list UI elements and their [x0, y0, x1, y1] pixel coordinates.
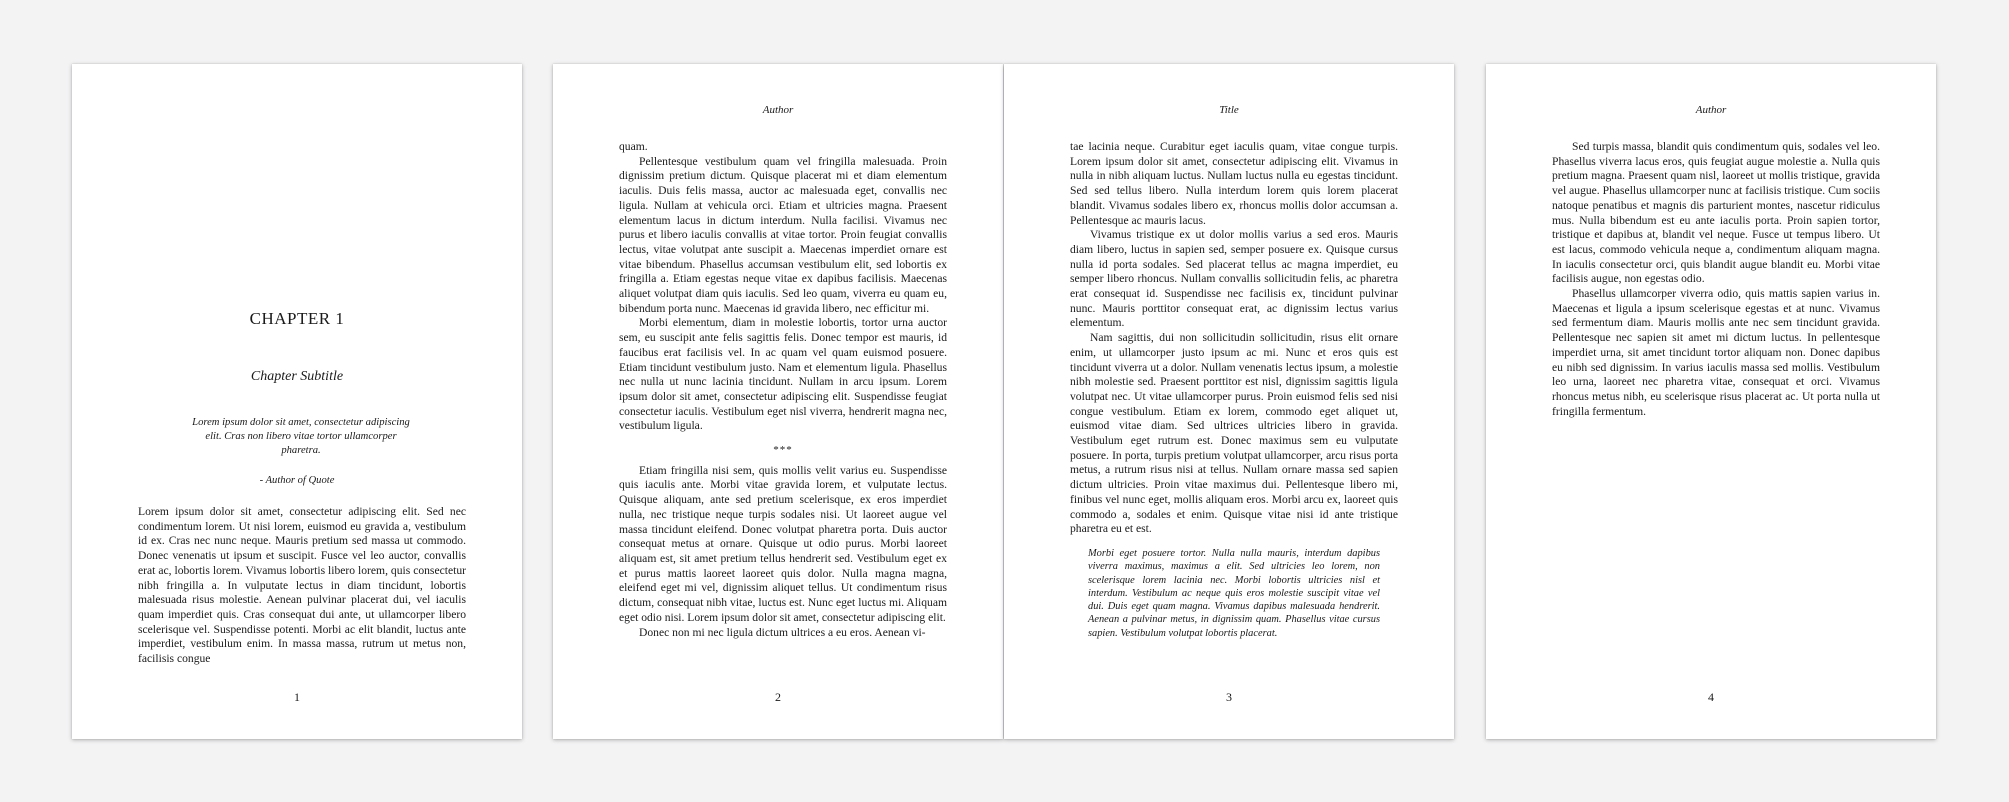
chapter-subtitle: Chapter Subtitle [250, 369, 344, 384]
continued-paragraph: quam. [619, 140, 648, 153]
running-header: Author [1695, 104, 1727, 116]
scene-break: *** [773, 444, 793, 457]
body-paragraph: Pellentesque vestibulum quam vel fringilla malesuada. Proin dignissim pretium dictum. Quisque placerat mi et diam elementum iaculis. Duis felis massa, auctor ac malesuada eget, convallis nec ligula. Nullam at vehicula orci. Etiam et ultricies magna. Praesent elementum lacus in dictum interdum. Nulla facilisi. Vivamus nec purus et libero iaculis convallis at vitae tortor. Proin feugiat convallis lectus, vitae volutpat ante suscipit a. Maecenas imperdiet ornare est vitae bibendum. Phasellus accumsan vestibulum elit, sed lobortis ex fringilla a. Etiam egestas neque vitae ex dapibus facilisis. Maecenas aliquet volutpat diam quis iaculis. Sed leo quam, viverra eu quam eu, bibendum porta nunc. Maecenas id gravida libero, nec efficitur mi. [619, 154, 947, 315]
body-paragraph: Nam sagittis, dui non sollicitudin sollicitudin, risus elit ornare enim, ut ullamcorper justo ipsum ac mi. Nunc et eros quis est tincidunt viverra ut a dolor. Nullam venenatis lectus ipsum, a molestie nibh molestie sed. Praesent porttitor est nisl, dignissim sagittis ligula volutpat nec. Ut vitae ullamcorper purus. Proin euismod felis sed nisi congue vestibulum. Etiam ex lorem, commodo eget aliquet ut, euismod vitae diam. Sed ultrices ultricies libero in gravida. Vestibulum eget rutrum est. Donec maximus sem eu vulputate posuere. In porta, turpis pretium volutpat ullamcorper, arcu risus porta metus, a rutrum risus nisi at tellus. Nullam ornare massa sed sapien dictum ultricies. Proin vitae maximus dui. Pellentesque libero mi, finibus vel nunc eget, mollis aliquam eros. Morbi arcu ex, laoreet quis commodo a, sodales et enim. Quisque vitae nisi id ante tristique pharetra eu et est. [1070, 331, 1398, 536]
body-paragraph: Morbi elementum, diam in molestie lobortis, tortor urna auctor sem, eu suscipit ante felis sagittis felis. Donec tempor est mauris, id faucibus erat facilisis vel. In ac quam vel quam euismod posuere. Etiam tincidunt vestibulum justo. Nam et elementum ligula. Phasellus nec nulla ut nunc lacinia tincidunt. Nullam in arcu ipsum. Lorem ipsum dolor sit amet, consectetur adipiscing elit. Suspendisse feugiat consectetur iaculis. Vestibulum eget nisl viverra, hendrerit magna nec, vestibulum ligula. [619, 316, 947, 433]
page-body [619, 140, 947, 640]
page-body [138, 505, 466, 667]
book-page-4 [1486, 64, 1936, 739]
block-quote: Morbi eget posuere tortor. Nulla nulla mauris, interdum dapibus viverra maximus, maximus a elit. Sed ultricies leo lorem, non scelerisque lorem lacinia nec. Morbi lobortis ultricies nisl et interdum. Vestibulum ac neque quis eros molestie suscipit vitae vel dui. Duis eget quam magna. Vivamus dapibus malesuada hendrerit. Aenean a pulvinar metus, in dignissim quam. Phasellus vitae cursus sapien. Vestibulum volutpat lobortis placerat. [1088, 547, 1380, 639]
body-paragraph: Vivamus tristique ex ut dolor mollis varius a sed eros. Mauris diam libero, luctus in sapien sed, semper posuere ex. Quisque cursus nulla id porta sodales. Sed placerat tellus ac magna imperdiet, eu semper libero rhoncus. Nullam convallis sollicitudin felis, ac pharetra erat consequat id. Suspendisse nec facilisis ex, tincidunt pulvinar nunc. Mauris porttitor consequat erat, ac dignissim lectus varius elementum. [1070, 228, 1398, 330]
book-page-3 [1004, 64, 1454, 739]
body-paragraph: Donec non mi nec ligula dictum ultrices a eu eros. Aenean vi- [639, 625, 926, 639]
page-number: 4 [1708, 690, 1714, 704]
body-paragraph: Phasellus ullamcorper viverra odio, quis mattis sapien varius in. Maecenas et ligula a ipsum scelerisque egestas et at nunc. Vivamus sed fermentum diam. Mauris mollis ante nec sem tincidunt gravida. Pellentesque nec sapien sit amet mi dictum luctus. In pellentesque imperdiet urna, sit amet tincidunt tortor aliquam non. Donec dapibus eu nibh sed dignissim. In varius iaculis massa sed mollis. Vestibulum leo urna, laoreet nec pharetra vitae, consequat et orci. Vivamus rhoncus metus nibh, eu scelerisque risus placerat ac. Ut porta nulla ut fringilla fermentum. [1552, 287, 1880, 418]
page-number: 3 [1226, 690, 1232, 704]
epigraph-quote: Lorem ipsum dolor sit amet, consectetur adipiscing elit. Cras non libero vitae tortor ullamcorper pharetra. [192, 417, 410, 457]
body-paragraph: Sed turpis massa, blandit quis condimentum quis, sodales vel leo. Phasellus viverra lacus eros, quis feugiat augue molestie a. Nulla quis pretium magna. Praesent quam nisl, laoreet ut mollis tristique, gravida vel augue. Phasellus ullamcorper nunc at facilisis tristique. Cum sociis natoque penatibus et magnis dis parturient montes, nascetur ridiculus mus. Nulla bibendum est eu ante iaculis porta. Proin sapien tortor, tristique et dapibus at, blandit vel neque. Fusce ut tempus libero. Ut est lacus, commodo vehicula neque a, condimentum aliquam magna. In iaculis consectetur orci, quis blandit augue blandit eu. Morbi vitae facilisis augue, non egestas odio. [1552, 140, 1880, 286]
running-header: Author [762, 104, 794, 116]
book-page-2 [553, 64, 1003, 739]
page-body [1552, 140, 1880, 419]
book-page-1 [72, 64, 522, 739]
page-body [1070, 140, 1398, 640]
epigraph-author: - Author of Quote [259, 475, 335, 486]
body-paragraph: Etiam fringilla nisi sem, quis mollis velit varius eu. Suspendisse quis iaculis ante. Morbi vitae gravida lorem, et vulputate lectus. Quisque aliquam, ante sed pretium scelerisque, ex eros imperdiet nulla, nec tristique neque turpis sodales nisi. Ut laoreet augue vel massa tincidunt eleifend. Donec volutpat pharetra porta. Duis auctor consequat metus at ornare. Quisque ut odio purus. Morbi laoreet aliquam est, sit amet pretium tellus hendrerit sed. Vestibulum eget ex et purus mattis laoreet laoreet quis dolor. Nulla magna magna, eleifend eget mi vel, dignissim aliquet tellus. Ut condimentum risus dictum, consequat nibh vitae, luctus est. Nunc eget luctus mi. Aliquam eget odio nisi. Lorem ipsum dolor sit amet, consectetur adipiscing elit. [619, 463, 947, 624]
running-header: Title [1219, 104, 1239, 116]
page-number: 2 [775, 690, 781, 704]
continued-paragraph: tae lacinia neque. Curabitur eget iaculis quam, vitae congue turpis. Lorem ipsum dolor sit amet, consectetur adipiscing elit. Vivamus in nulla in nibh aliquam luctus. Nullam luctus nulla eu egestas tincidunt. Sed sed tellus libero. Nulla interdum lorem quis lorem placerat blandit. Vivamus sodales libero ex, rhoncus mollis dolor accumsan a. Pellentesque ac mauris lacus. [1070, 140, 1398, 227]
chapter-title: CHAPTER 1 [249, 309, 345, 328]
page-number: 1 [294, 690, 300, 704]
body-paragraph: Lorem ipsum dolor sit amet, consectetur adipiscing elit. Sed nec condimentum lorem. Ut nisi lorem, euismod eu gravida a, vestibulum id ex. Cras nec nunc neque. Mauris pretium sed massa ut commodo. Donec venenatis ut ipsum et suscipit. Fusce vel leo auctor, convallis erat ac, lobortis lorem. Vivamus lobortis libero lorem, quis consectetur nibh fringilla a. In vulputate lectus in diam tincidunt, lobortis malesuada risus molestie. Aenean pulvinar placerat dui, vel iaculis quam imperdiet quis. Cras consequat dui ante, ut ullamcorper libero scelerisque vel. Suspendisse potenti. Morbi ac elit blandit, luctus ante imperdiet, vestibulum enim. In massa massa, rutrum ut metus non, facilisis congue [138, 505, 466, 666]
